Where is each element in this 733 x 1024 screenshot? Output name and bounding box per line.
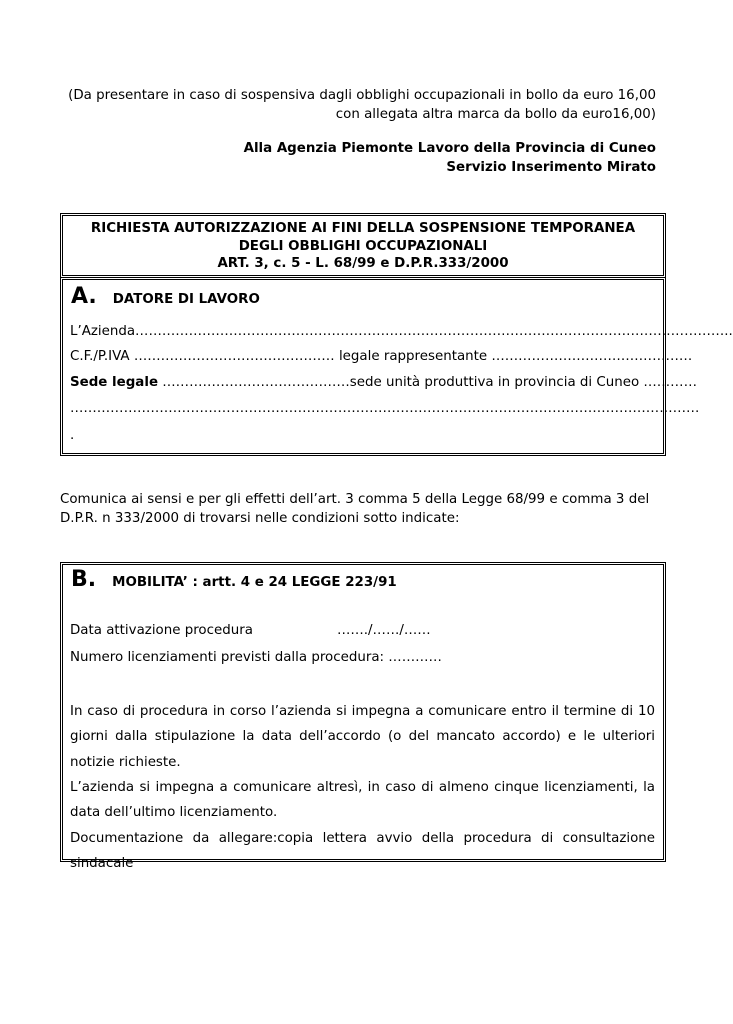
- extra-dots-field[interactable]: ……………………………………………………………………………………………………………………………: [70, 401, 700, 416]
- recipient-address: [60, 139, 656, 177]
- section-a-employer: [62, 279, 733, 454]
- intro-line-1: Comunica ai sensi e per gli effetti dell’art. 3 comma 5 della Legge 68/99 e comma 3 del: [60, 492, 650, 507]
- section-b-heading: [71, 567, 397, 592]
- numero-licenziamenti-field[interactable]: Numero licenziamenti previsti dalla procedura: …………: [70, 650, 442, 665]
- title-line-2: DEGLI OBBLIGHI OCCUPAZIONALI: [238, 238, 488, 254]
- section-a-letter: A.: [71, 284, 97, 309]
- intro-line-2: D.P.R. n 333/2000 di trovarsi nelle condizioni sotto indicate:: [60, 511, 460, 526]
- azienda-field[interactable]: L’Azienda……………………………………………………………………………………………………………………..: [70, 324, 733, 339]
- sede-legale-label: Sede legale: [70, 375, 159, 390]
- cf-piva-field[interactable]: C.F./P.IVA ……………………………………… legale rappresentante ………………………………………: [70, 349, 693, 364]
- submission-note: [60, 86, 656, 124]
- section-b-title: MOBILITA’ : artt. 4 e 24 LEGGE 223/91: [112, 575, 397, 590]
- sede-legale-field[interactable]: [70, 375, 697, 390]
- note-line-1: (Da presentare in caso di sospensiva dagli obblighi occupazionali in bollo da euro 16,00: [68, 88, 656, 103]
- data-attivazione-row: [70, 623, 655, 638]
- title-line-3: ART. 3, c. 5 - L. 68/99 e D.P.R.333/2000: [217, 256, 509, 271]
- paragraph-documentation: Documentazione da allegare:copia lettera avvio della procedura di consultazione sindacale: [70, 831, 655, 872]
- section-b-letter: B.: [71, 567, 97, 592]
- recipient-line-1: Alla Agenzia Piemonte Lavoro della Provincia di Cuneo: [243, 141, 656, 156]
- data-attivazione-label: Data attivazione procedura: [70, 623, 253, 638]
- document-title-box: [62, 215, 664, 276]
- paragraph-last-dismissal: L’azienda si impegna a comunicare altresì, in caso di almeno cinque licenziamenti, la data dell’ultimo licenziamento.: [70, 780, 655, 821]
- section-a-heading: [71, 284, 260, 309]
- recipient-line-2: Servizio Inserimento Mirato: [446, 160, 656, 175]
- sede-legale-rest: ……………………………………sede unità produttiva in provincia di Cuneo …………: [158, 375, 697, 390]
- data-attivazione-field[interactable]: ……./……/……: [337, 623, 431, 638]
- intro-paragraph: [60, 490, 660, 528]
- paragraph-procedure: In caso di procedura in corso l’azienda si impegna a comunicare entro il termine di 10 giorni dalla stipulazione la data dell’accordo (o del mancato accordo) e le ulteriori notizie richieste.: [70, 704, 655, 770]
- title-line-1: RICHIESTA AUTORIZZAZIONE AI FINI DELLA SOSPENSIONE TEMPORANEA: [90, 221, 636, 236]
- trailing-dot: .: [70, 428, 75, 443]
- section-a-title: DATORE DI LAVORO: [112, 292, 260, 307]
- section-b-mobility: [62, 564, 664, 872]
- note-line-2: con allegata altra marca da bollo da euro16,00): [335, 107, 656, 122]
